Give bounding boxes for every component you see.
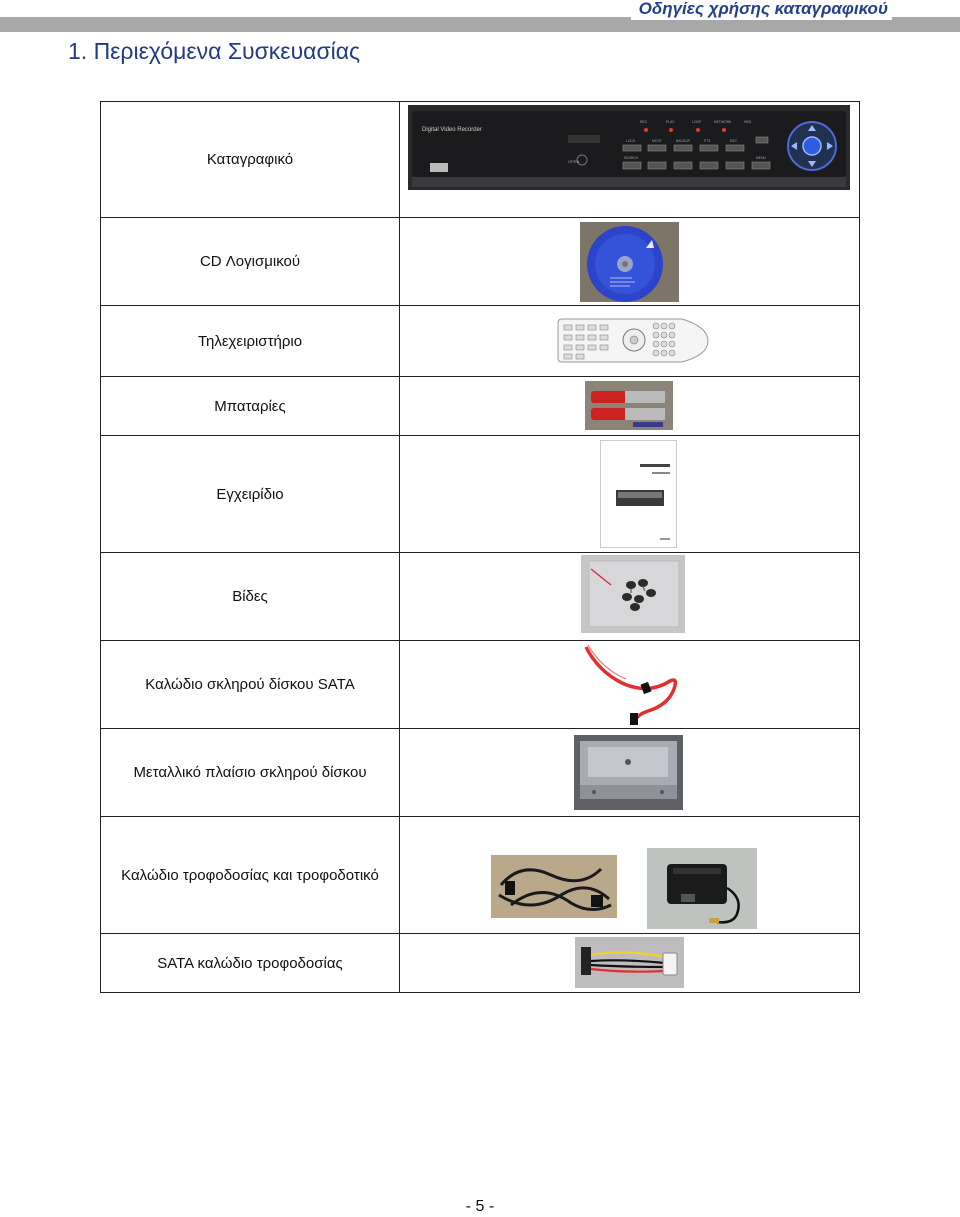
item-image-cell bbox=[400, 553, 860, 641]
table-row bbox=[101, 306, 860, 377]
item-label: Καλώδιο σκληρού δίσκου SATA bbox=[101, 641, 400, 729]
power-adapter-photo bbox=[647, 848, 757, 929]
svg-text:LOOP: LOOP bbox=[692, 120, 702, 124]
remote-control-photo bbox=[556, 317, 710, 364]
header-title: Οδηγίες χρήσης καταγραφικού bbox=[631, 0, 892, 20]
item-image-cell bbox=[400, 102, 860, 218]
item-image-cell bbox=[400, 729, 860, 817]
svg-text:SEARCH: SEARCH bbox=[624, 156, 639, 160]
item-label: Καλώδιο τροφοδοσίας και τροφοδοτικό bbox=[101, 817, 400, 934]
software-cd-photo bbox=[580, 222, 679, 302]
item-image-cell bbox=[400, 641, 860, 729]
table-row bbox=[101, 729, 860, 817]
svg-text:OPEN: OPEN bbox=[568, 159, 580, 164]
manual-photo bbox=[600, 440, 677, 548]
hdd-bracket-photo bbox=[574, 735, 683, 810]
page-number: - 5 - bbox=[465, 1198, 495, 1215]
svg-text:PTZ: PTZ bbox=[704, 139, 711, 143]
item-label: Τηλεχειριστήριο bbox=[101, 306, 400, 377]
svg-text:ESC: ESC bbox=[730, 139, 737, 143]
item-label: Μεταλλικό πλαίσιο σκληρού δίσκου bbox=[101, 729, 400, 817]
svg-text:HDD: HDD bbox=[744, 120, 752, 124]
table-row bbox=[101, 817, 860, 934]
table-row bbox=[101, 934, 860, 993]
item-image-cell bbox=[400, 436, 860, 553]
item-image-cell bbox=[400, 218, 860, 306]
svg-text:REC: REC bbox=[640, 120, 648, 124]
item-image-cell bbox=[400, 934, 860, 993]
package-contents-table bbox=[100, 101, 860, 993]
sata-power-cable-photo bbox=[575, 937, 684, 988]
table-row bbox=[101, 102, 860, 218]
svg-text:BACKUP: BACKUP bbox=[676, 139, 690, 143]
section-title: 1. Περιεχόμενα Συσκευασίας bbox=[68, 38, 361, 64]
dvr-recorder-photo bbox=[408, 105, 850, 190]
table-row bbox=[101, 218, 860, 306]
table-row bbox=[101, 641, 860, 729]
item-image-cell bbox=[400, 817, 860, 934]
item-label: Βίδες bbox=[101, 553, 400, 641]
svg-text:MUTE: MUTE bbox=[652, 139, 662, 143]
item-label: Εγχειρίδιο bbox=[101, 436, 400, 553]
svg-text:PLAY: PLAY bbox=[666, 120, 675, 124]
item-image-cell bbox=[400, 377, 860, 436]
screws-photo bbox=[581, 555, 685, 633]
svg-text:MENU: MENU bbox=[756, 156, 766, 160]
item-label: Καταγραφικό bbox=[101, 102, 400, 218]
svg-text:LOCK: LOCK bbox=[626, 139, 636, 143]
item-label: SATA καλώδιο τροφοδοσίας bbox=[101, 934, 400, 993]
table-row bbox=[101, 436, 860, 553]
dvr-brand-text: Digital Video Recorder bbox=[422, 127, 482, 133]
svg-text:NETWORK: NETWORK bbox=[714, 120, 732, 124]
table-row bbox=[101, 377, 860, 436]
item-image-cell bbox=[400, 306, 860, 377]
item-label: CD Λογισμικού bbox=[101, 218, 400, 306]
power-cable-photo bbox=[491, 855, 617, 918]
sata-cable-photo bbox=[578, 641, 682, 727]
item-label: Μπαταρίες bbox=[101, 377, 400, 436]
table-row bbox=[101, 553, 860, 641]
batteries-photo bbox=[585, 381, 673, 430]
